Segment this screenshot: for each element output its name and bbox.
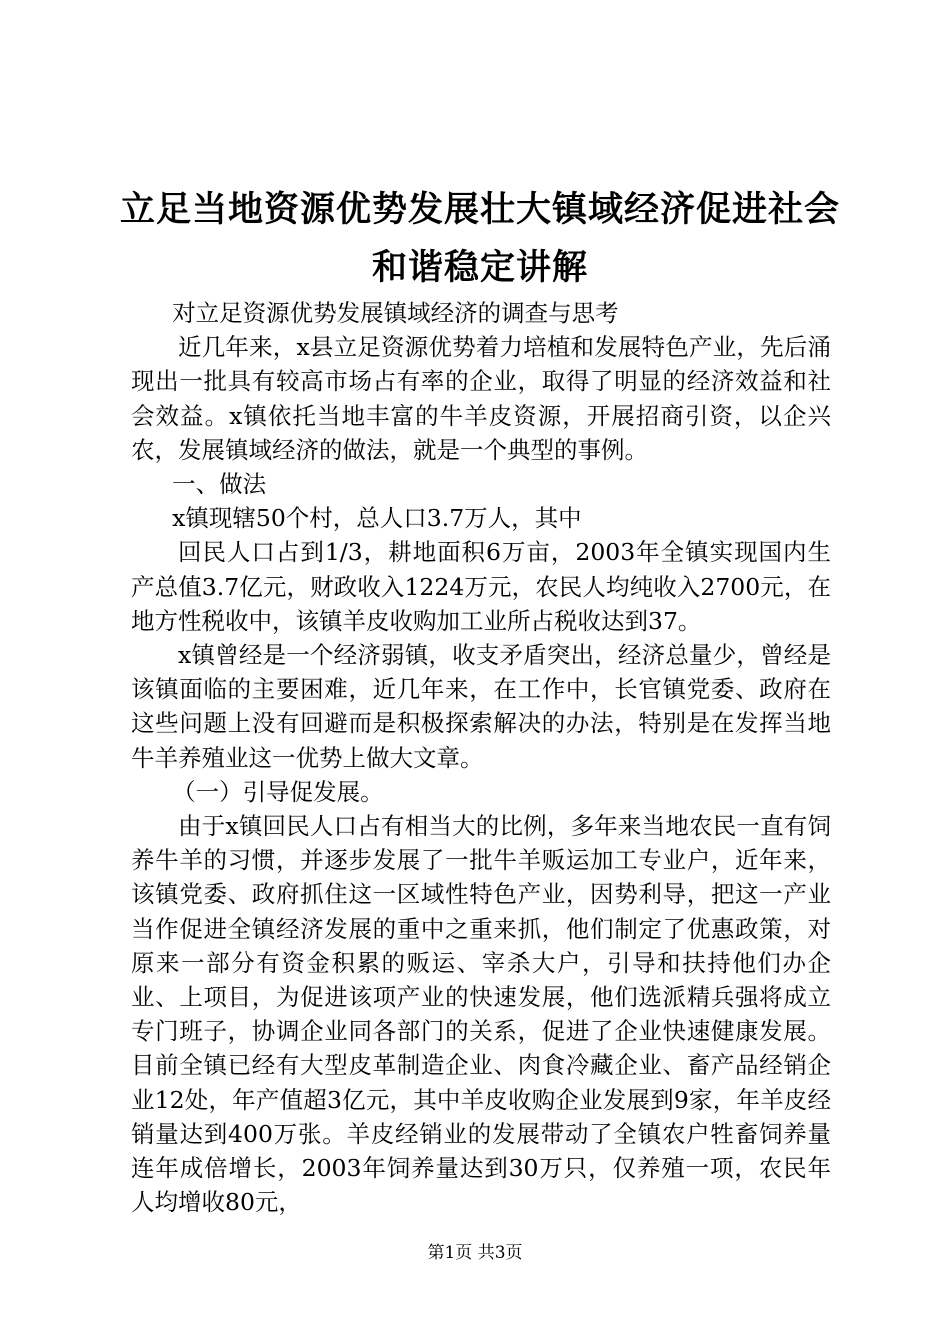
subtitle-paragraph: 对立足资源优势发展镇域经济的调查与思考 [172,299,619,327]
paragraph-background: x镇曾经是一个经济弱镇，收支矛盾突出，经济总量少，曾经是该镇面临的主要困难，近几年来，在工作中，长官镇党委、政府在这些问题上没有回避而是积极探索解决的办法，特别是在发挥当地牛羊养殖业这一优势上做大文章。 [131,641,831,772]
paragraph-intro: 近几年来，x县立足资源优势着力培植和发展特色产业，先后涌现出一批具有较高市场占有率的企业，取得了明显的经济效益和社会效益。x镇依托当地丰富的牛羊皮资源，开展招商引资，以企兴农，发展镇域经济的做法，就是一个典型的事例。 [131,333,831,464]
section-heading-methods: 一、做法 [172,470,267,499]
page-footer: 第1页 共3页 [427,1243,523,1263]
subsection-heading-guidance: （一）引导促发展。 [172,777,384,806]
document-body [131,296,831,1219]
paragraph-guidance-detail: 由于x镇回民人口占有相当大的比例，多年来当地农民一直有饲养牛羊的习惯，并逐步发展了一批牛羊贩运加工专业户，近年来，该镇党委、政府抓住这一区域性特色产业，因势利导，把这一产业当作促进全镇经济发展的重中之重来抓，他们制定了优惠政策，对原来一部分有资金积累的贩运、宰杀大户，引导和扶持他们办企业、上项目，为促进该项产业的快速发展，他们选派精兵强将成立专门班子，协调企业同各部门的关系，促进了企业快速健康发展。目前全镇已经有大型皮革制造企业、肉食冷藏企业、畜产品经销企业12处，年产值超3亿元，其中羊皮收购企业发展到9家，年羊皮经销量达到400万张。羊皮经销业的发展带动了全镇农户牲畜饲养量连年成倍增长，2003年饲养量达到30万只，仅养殖一项，农民年人均增收80元， [131,812,831,1217]
paragraph-town-overview: x镇现辖50个村，总人口3.7万人，其中 [172,504,582,533]
document-title-line-1: 立足当地资源优势发展壮大镇域经济促进社会 [119,190,840,230]
paragraph-statistics: 回民人口占到1/3，耕地面积6万亩，2003年全镇实现国内生产总值3.7亿元，财政收入1224万元，农民人均纯收入2700元，在地方性税收中，该镇羊皮收购加工业所占税收达到37。 [131,538,831,635]
document-title-line-2: 和谐稳定讲解 [371,248,588,288]
